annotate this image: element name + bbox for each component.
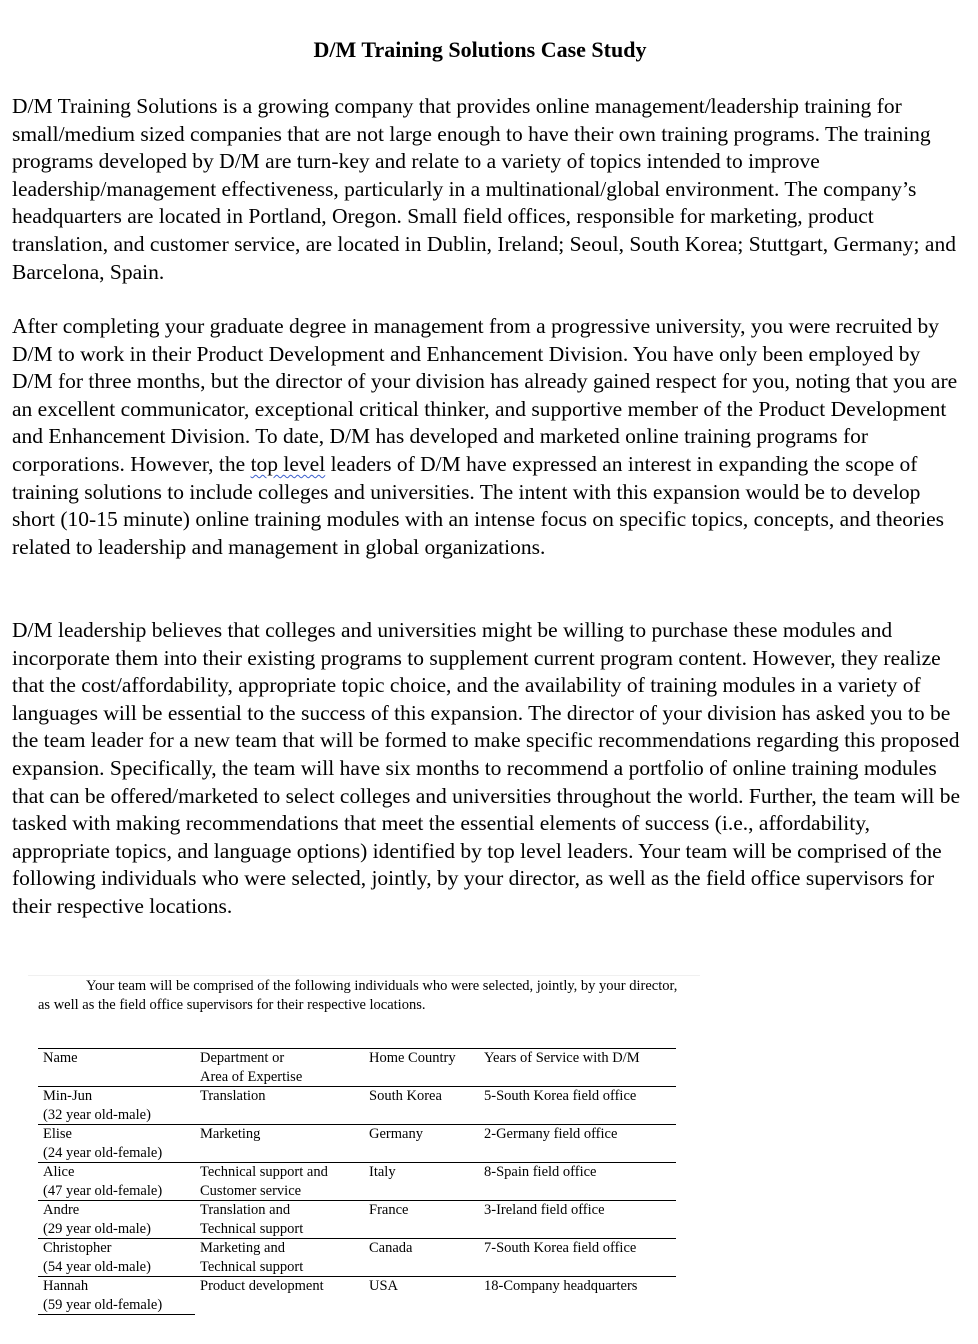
embedded-image-border [28, 975, 700, 976]
cell-years-of-service: 5-South Korea field office [479, 1087, 676, 1125]
member-age-gender: (32 year old-male) [43, 1106, 151, 1123]
document-title: D/M Training Solutions Case Study [313, 37, 647, 62]
member-department: Translation [200, 1088, 266, 1104]
embedded-intro-text: Your team will be comprised of the following individuals who were selected, jointly, by your director, as well as the field office supervisors for their respective locations. [38, 978, 678, 1013]
cell-name [38, 1125, 195, 1163]
cell-home-country: USA [369, 1278, 399, 1294]
spellcheck-flagged-phrase[interactable]: top level [250, 451, 326, 476]
member-department: Product development [200, 1278, 324, 1294]
cell-name [38, 1201, 195, 1239]
table-row [38, 1277, 676, 1315]
cell-home-country: Canada [364, 1239, 479, 1277]
member-age-gender: (59 year old-female) [43, 1296, 163, 1313]
member-age-gender: (24 year old-female) [43, 1144, 163, 1161]
paragraph-expansion-plan: D/M leadership believes that colleges and universities might be willing to purchase these modules and incorporate them into their existing programs to supplement current program content. However, they realize that the cost/affordability, appropriate topic choice, and the availability of training modules in a variety of languages will be essential to the success of this expansion. The director of your division has asked you to be the team leader for a new team that will be formed to make specific recommendations regarding this proposed expansion. Specifically, the team will have six months to recommend a portfolio of online training modules that can be offered/marketed to select colleges and universities throughout the world. Further, the team will be tasked with making recommendations that meet the essential elements of success (i.e., affordability, appropriate topics, and language options) identified by top level leaders. Your team will be comprised of the following individuals who were selected, jointly, by your director, as well as the field office supervisors for their respective locations. [12, 618, 961, 918]
member-department-line2: Technical support [200, 1258, 304, 1275]
member-name: Elise [43, 1126, 72, 1142]
cell-years-of-service: 7-South Korea field office [479, 1239, 676, 1277]
paragraph-your-role-part2: leaders of D/M have expressed an interest in expanding the scope of training solutions to include colleges and universities. The intent with this expansion would be to develop short (10-15 minute) online training modules with an intense focus on specific topics, concepts, and theories related to leadership and management in global organizations. [12, 451, 945, 559]
team-members-table [38, 1048, 676, 1315]
header-years-of-service: Years of Service with D/M [479, 1049, 676, 1087]
cell-department [195, 1239, 364, 1277]
header-department [195, 1049, 364, 1087]
cell-name [38, 1239, 195, 1277]
header-department-line2: Area of Expertise [200, 1068, 303, 1085]
cell-name [38, 1087, 195, 1125]
cell-home-country: Germany [364, 1125, 479, 1163]
member-department-line2: Technical support [200, 1220, 304, 1237]
cell-department [195, 1125, 364, 1163]
member-department: Technical support and [200, 1164, 328, 1180]
cell-home-country: France [364, 1201, 479, 1239]
member-department: Marketing [200, 1126, 261, 1142]
cell-years-of-service: 3-Ireland field office [479, 1201, 676, 1239]
member-name: Andre [43, 1202, 80, 1218]
cell-years-of-service: 18-Company headquarters [484, 1278, 638, 1294]
cell-department [195, 1163, 364, 1201]
member-department-line2: Customer service [200, 1182, 302, 1199]
cell-department [195, 1201, 364, 1239]
embedded-team-table-image [28, 975, 700, 1325]
paragraph-your-role-part1: After completing your graduate degree in management from a progressive university, you were recruited by D/M to work in their Product Development and Enhancement Division. You have only been employed by D/M for three months, but the director of your division has already gained respect for you, noting that you are an excellent communicator, exceptional critical thinker, and supportive member of the Product Development and Enhancement Division. To date, D/M has developed and marketed online training programs for corporations. However, the [12, 314, 958, 476]
member-name: Christopher [43, 1240, 112, 1256]
table-row [38, 1163, 676, 1201]
cell-home-country: Italy [364, 1163, 479, 1201]
header-department-line1: Department or [200, 1050, 285, 1066]
member-department: Marketing and [200, 1240, 285, 1256]
member-age-gender: (54 year old-male) [43, 1258, 151, 1275]
paragraph-your-role [12, 313, 964, 561]
cell-department [195, 1277, 364, 1315]
table-row [38, 1201, 676, 1239]
member-name: Hannah [43, 1278, 89, 1294]
cell-home-country: South Korea [364, 1087, 479, 1125]
cell-name [38, 1277, 195, 1315]
cell-years-of-service: 2-Germany field office [479, 1125, 676, 1163]
table-row [38, 1087, 676, 1125]
member-age-gender: (29 year old-male) [43, 1220, 151, 1237]
paragraph-company-overview: D/M Training Solutions is a growing company that provides online management/leadership training for small/medium sized companies that are not large enough to have their own training programs. The training programs developed by D/M are turn-key and relate to a variety of topics intended to improve leadership/management effectiveness, particularly in a multinational/global environment. The company’s headquarters are located in Portland, Oregon. Small field offices, responsible for marketing, product translation, and customer service, are located in Dublin, Ireland; Seoul, South Korea; Stuttgart, Germany; and Barcelona, Spain. [12, 94, 956, 284]
table-row [38, 1125, 676, 1163]
member-age-gender: (47 year old-female) [43, 1182, 163, 1199]
table-header-row [38, 1049, 676, 1087]
cell-years-of-service: 8-Spain field office [479, 1163, 676, 1201]
header-name: Name [38, 1049, 195, 1087]
table-row [38, 1239, 676, 1277]
member-name: Alice [43, 1164, 75, 1180]
member-name: Min-Jun [43, 1088, 93, 1104]
cell-department [195, 1087, 364, 1125]
header-home-country: Home Country [364, 1049, 479, 1087]
cell-name [38, 1163, 195, 1201]
member-department: Translation and [200, 1202, 291, 1218]
